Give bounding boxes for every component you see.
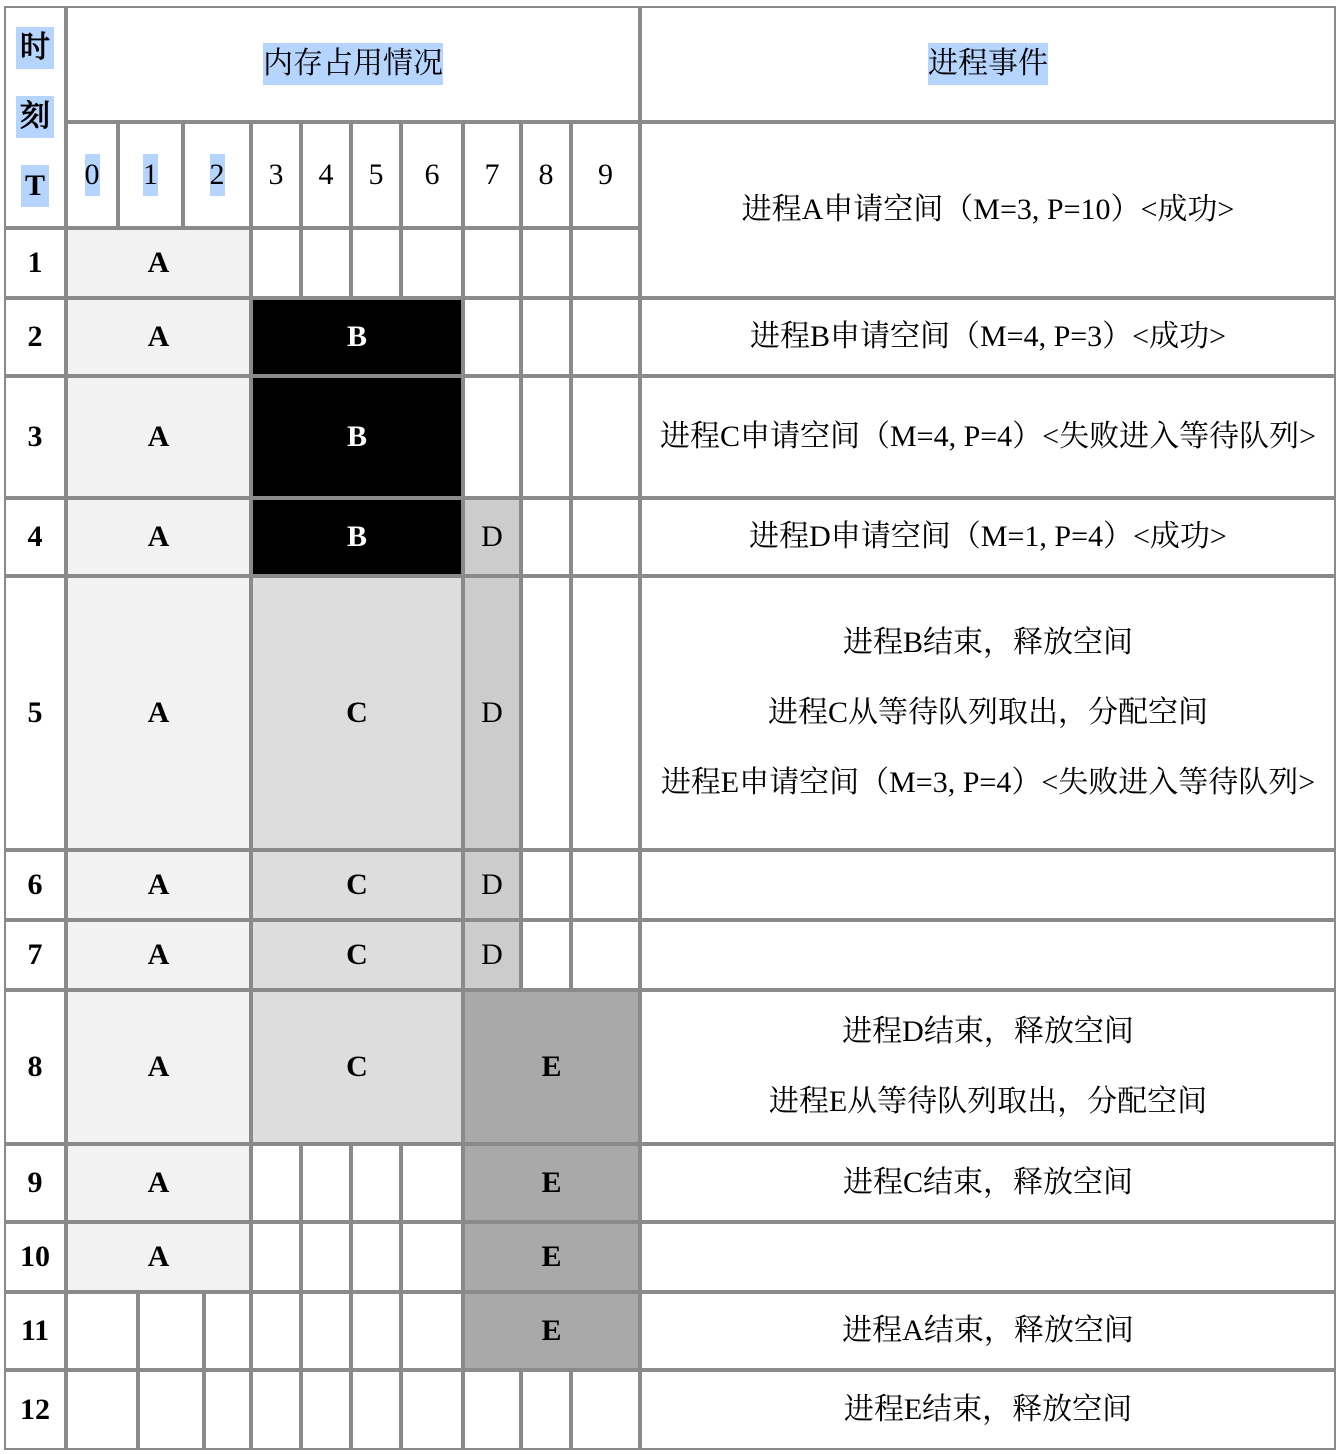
event-cell bbox=[640, 850, 1336, 920]
free-memory-unit bbox=[521, 228, 571, 298]
event-cell bbox=[640, 376, 1336, 498]
free-memory-unit bbox=[301, 1292, 351, 1370]
time-header-char: T bbox=[21, 165, 49, 207]
allocation-block-a bbox=[66, 498, 251, 576]
allocation-block-c bbox=[251, 920, 463, 990]
time-cell bbox=[4, 376, 66, 498]
event-text: 进程E从等待队列取出，分配空间 bbox=[768, 1085, 1208, 1118]
free-memory-unit bbox=[251, 228, 301, 298]
memory-unit-header bbox=[183, 122, 251, 228]
event-cell bbox=[640, 920, 1336, 990]
allocation-block-b bbox=[251, 376, 463, 498]
memory-unit-label: 4 bbox=[318, 158, 334, 191]
allocation-label: B bbox=[346, 520, 367, 553]
event-text: 进程E结束，释放空间 bbox=[843, 1393, 1133, 1426]
allocation-block-e bbox=[463, 1292, 640, 1370]
free-memory-unit bbox=[301, 1222, 351, 1292]
free-memory-unit bbox=[521, 920, 571, 990]
free-memory-unit bbox=[521, 576, 571, 850]
free-memory-unit bbox=[521, 498, 571, 576]
free-memory-unit bbox=[401, 1222, 463, 1292]
event-cell bbox=[640, 576, 1336, 850]
memory-usage-title: 内存占用情况 bbox=[263, 43, 443, 85]
time-value: 1 bbox=[27, 246, 43, 279]
memory-unit-label: 2 bbox=[210, 154, 225, 196]
memory-unit-label: 9 bbox=[598, 158, 613, 191]
allocation-label: E bbox=[541, 1240, 562, 1273]
free-memory-unit bbox=[521, 298, 571, 376]
free-memory-unit bbox=[401, 228, 463, 298]
time-value: 6 bbox=[27, 868, 43, 901]
free-memory-unit bbox=[463, 376, 521, 498]
free-memory-unit bbox=[351, 1222, 401, 1292]
allocation-label: E bbox=[541, 1314, 562, 1347]
free-memory-unit bbox=[204, 1292, 251, 1370]
allocation-block-a bbox=[66, 298, 251, 376]
event-text: 进程A申请空间（M=3, P=10）<成功> bbox=[741, 193, 1235, 226]
memory-unit-header bbox=[463, 122, 521, 228]
time-value: 12 bbox=[20, 1393, 50, 1426]
free-memory-unit bbox=[401, 1370, 463, 1450]
time-cell bbox=[4, 228, 66, 298]
free-memory-unit bbox=[571, 376, 640, 498]
allocation-label: A bbox=[147, 1050, 170, 1083]
allocation-label: A bbox=[147, 1240, 170, 1273]
allocation-label: A bbox=[147, 938, 170, 971]
free-memory-unit bbox=[571, 850, 640, 920]
time-cell bbox=[4, 1144, 66, 1222]
time-header-char: 刻 bbox=[16, 96, 54, 138]
time-cell bbox=[4, 498, 66, 576]
memory-unit-label: 6 bbox=[424, 158, 440, 191]
free-memory-unit bbox=[351, 228, 401, 298]
event-cell bbox=[640, 1370, 1336, 1450]
event-cell bbox=[640, 498, 1336, 576]
free-memory-unit bbox=[251, 1144, 301, 1222]
memory-unit-header bbox=[521, 122, 571, 228]
event-text: 进程B结束，释放空间 bbox=[842, 626, 1133, 659]
free-memory-unit bbox=[571, 576, 640, 850]
allocation-block-a bbox=[66, 576, 251, 850]
memory-unit-header bbox=[571, 122, 640, 228]
allocation-label: A bbox=[147, 1166, 170, 1199]
allocation-label: D bbox=[481, 696, 503, 729]
free-memory-unit bbox=[301, 228, 351, 298]
allocation-block-b bbox=[251, 298, 463, 376]
allocation-label: A bbox=[147, 246, 170, 279]
time-cell bbox=[4, 1222, 66, 1292]
memory-unit-label: 1 bbox=[143, 154, 158, 196]
event-cell bbox=[640, 1144, 1336, 1222]
free-memory-unit bbox=[138, 1292, 204, 1370]
allocation-block-a bbox=[66, 990, 251, 1144]
time-header-char: 时 bbox=[16, 27, 54, 69]
time-cell bbox=[4, 298, 66, 376]
free-memory-unit bbox=[301, 1370, 351, 1450]
allocation-label: D bbox=[481, 520, 503, 553]
allocation-label: D bbox=[481, 938, 503, 971]
free-memory-unit bbox=[251, 1370, 301, 1450]
event-cell bbox=[640, 990, 1336, 1144]
time-value: 11 bbox=[20, 1314, 50, 1347]
memory-unit-label: 5 bbox=[368, 158, 384, 191]
free-memory-unit bbox=[571, 298, 640, 376]
time-cell bbox=[4, 1370, 66, 1450]
allocation-block-a bbox=[66, 850, 251, 920]
allocation-block-d bbox=[463, 850, 521, 920]
free-memory-unit bbox=[463, 228, 521, 298]
free-memory-unit bbox=[401, 1144, 463, 1222]
memory-unit-header bbox=[401, 122, 463, 228]
free-memory-unit bbox=[463, 1370, 521, 1450]
event-text: 进程C结束，释放空间 bbox=[842, 1166, 1133, 1199]
free-memory-unit bbox=[66, 1370, 138, 1450]
free-memory-unit bbox=[571, 920, 640, 990]
time-value: 2 bbox=[27, 320, 43, 353]
free-memory-unit bbox=[401, 1292, 463, 1370]
memory-usage-header bbox=[66, 6, 640, 122]
event-cell bbox=[640, 1292, 1336, 1370]
free-memory-unit bbox=[521, 376, 571, 498]
free-memory-unit bbox=[571, 228, 640, 298]
free-memory-unit bbox=[571, 498, 640, 576]
allocation-block-a bbox=[66, 1222, 251, 1292]
allocation-label: C bbox=[346, 868, 368, 901]
free-memory-unit bbox=[251, 1292, 301, 1370]
allocation-label: A bbox=[147, 320, 170, 353]
time-value: 9 bbox=[27, 1166, 43, 1199]
allocation-label: B bbox=[346, 320, 367, 353]
memory-unit-header bbox=[301, 122, 351, 228]
allocation-label: A bbox=[147, 420, 170, 453]
time-cell bbox=[4, 850, 66, 920]
free-memory-unit bbox=[251, 1222, 301, 1292]
time-value: 8 bbox=[27, 1050, 43, 1083]
memory-unit-label: 3 bbox=[268, 158, 284, 191]
allocation-label: C bbox=[346, 1050, 368, 1083]
event-text: 进程A结束，释放空间 bbox=[842, 1314, 1134, 1347]
time-value: 3 bbox=[27, 420, 43, 453]
allocation-block-c bbox=[251, 990, 463, 1144]
allocation-block-e bbox=[463, 1144, 640, 1222]
event-cell bbox=[640, 298, 1336, 376]
event-text: 进程C申请空间（M=4, P=4）<失败进入等待队列> bbox=[659, 420, 1317, 453]
memory-unit-header bbox=[66, 122, 118, 228]
memory-unit-header bbox=[351, 122, 401, 228]
memory-unit-label: 0 bbox=[85, 154, 100, 196]
time-cell bbox=[4, 576, 66, 850]
free-memory-unit bbox=[351, 1292, 401, 1370]
free-memory-unit bbox=[204, 1370, 251, 1450]
allocation-block-d bbox=[463, 920, 521, 990]
time-value: 7 bbox=[27, 938, 43, 971]
allocation-label: C bbox=[346, 938, 368, 971]
memory-unit-label: 8 bbox=[538, 158, 554, 191]
allocation-label: E bbox=[541, 1166, 562, 1199]
allocation-label: D bbox=[481, 868, 503, 901]
event-text: 进程E申请空间（M=3, P=4）<失败进入等待队列> bbox=[660, 766, 1316, 799]
allocation-block-a bbox=[66, 376, 251, 498]
event-cell bbox=[640, 1222, 1336, 1292]
allocation-block-b bbox=[251, 498, 463, 576]
free-memory-unit bbox=[521, 1370, 571, 1450]
allocation-block-c bbox=[251, 576, 463, 850]
allocation-label: A bbox=[147, 868, 170, 901]
free-memory-unit bbox=[301, 1144, 351, 1222]
time-cell bbox=[4, 920, 66, 990]
time-value: 10 bbox=[20, 1240, 50, 1273]
event-cell bbox=[640, 122, 1336, 298]
event-text: 进程C从等待队列取出，分配空间 bbox=[767, 696, 1208, 729]
allocation-block-a bbox=[66, 920, 251, 990]
time-value: 4 bbox=[27, 520, 43, 553]
time-cell bbox=[4, 1292, 66, 1370]
free-memory-unit bbox=[138, 1370, 204, 1450]
allocation-label: C bbox=[346, 696, 368, 729]
free-memory-unit bbox=[463, 298, 521, 376]
allocation-block-c bbox=[251, 850, 463, 920]
memory-unit-header bbox=[251, 122, 301, 228]
process-event-header bbox=[640, 6, 1336, 122]
free-memory-unit bbox=[66, 1292, 138, 1370]
event-text: 进程D申请空间（M=1, P=4）<成功> bbox=[749, 520, 1227, 553]
time-cell bbox=[4, 990, 66, 1144]
allocation-block-a bbox=[66, 228, 251, 298]
allocation-label: A bbox=[147, 696, 170, 729]
time-column-header bbox=[4, 6, 66, 228]
memory-unit-label: 7 bbox=[484, 158, 500, 191]
free-memory-unit bbox=[351, 1370, 401, 1450]
allocation-block-e bbox=[463, 990, 640, 1144]
free-memory-unit bbox=[351, 1144, 401, 1222]
free-memory-unit bbox=[521, 850, 571, 920]
allocation-block-d bbox=[463, 498, 521, 576]
allocation-label: A bbox=[147, 520, 170, 553]
process-event-title: 进程事件 bbox=[928, 43, 1048, 85]
allocation-block-d bbox=[463, 576, 521, 850]
time-value: 5 bbox=[27, 696, 43, 729]
allocation-label: E bbox=[541, 1050, 562, 1083]
event-text: 进程D结束，释放空间 bbox=[842, 1015, 1134, 1048]
free-memory-unit bbox=[571, 1370, 640, 1450]
memory-unit-header bbox=[118, 122, 183, 228]
allocation-label: B bbox=[346, 420, 367, 453]
allocation-block-a bbox=[66, 1144, 251, 1222]
allocation-block-e bbox=[463, 1222, 640, 1292]
event-text: 进程B申请空间（M=4, P=3）<成功> bbox=[749, 320, 1227, 353]
